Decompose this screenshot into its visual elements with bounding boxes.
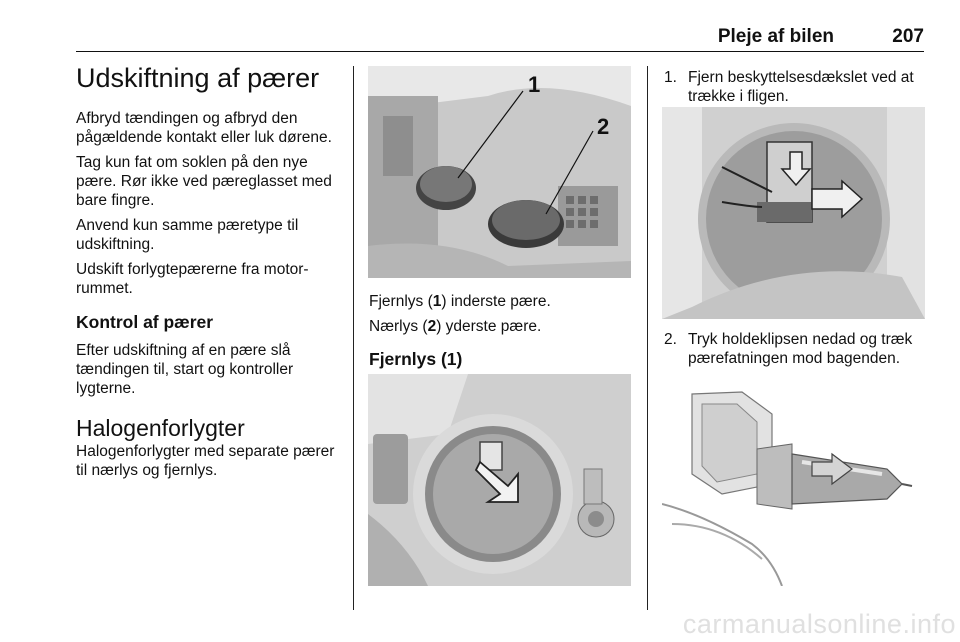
paragraph-same-type: Anvend kun samme pæretype til udskiftning.: [76, 217, 299, 253]
caption-high-beam-num: 1: [432, 293, 442, 310]
headlight-overview-image: [368, 66, 631, 278]
callout-2: 2: [597, 114, 610, 139]
column-1: [76, 62, 346, 480]
caption-low-beam: [369, 317, 639, 336]
column-2-text: [369, 292, 639, 370]
step-2: [664, 330, 928, 370]
caption-low-beam-a: Nærlys (: [369, 318, 428, 335]
watermark: carmanualsonline.info: [682, 609, 956, 639]
heading-halogen: Halogenforlygter: [76, 415, 245, 441]
paragraph-halogen: Halogenforlygter med separate pærer til nærlys og fjernlys.: [76, 443, 335, 479]
paragraph-handling: Tag kun fat om soklen på den nye pære. Rør ikke ved pæreglasset med bare fingre.: [76, 154, 332, 209]
caption-low-beam-num: 2: [427, 318, 437, 335]
caption-high-beam: [369, 292, 639, 311]
caption-high-beam-a: Fjernlys (: [369, 293, 433, 310]
section-title: Pleje af bilen: [717, 26, 834, 47]
remove-bulb-image: [662, 374, 925, 586]
heading-high-beam: Fjernlys (1): [369, 349, 463, 369]
page-header: [76, 26, 924, 50]
high-beam-cover-image: [368, 374, 631, 586]
step-2-text: Tryk holdeklipsen nedad og træk pærefatningen mod bagenden.: [688, 331, 913, 367]
caption-high-beam-c: ) inderste pære.: [441, 293, 551, 310]
main-heading: Udskiftning af pærer: [76, 63, 320, 93]
column-divider-2: [647, 66, 648, 610]
paragraph-engine-bay: Udskift forlygtepærerne fra motor-rummet.: [76, 261, 309, 297]
paragraph-ignition: Afbryd tændingen og afbryd den pågældende kontakt eller luk dørene.: [76, 110, 332, 146]
step-1-number: 1.: [664, 69, 677, 86]
remove-cover-image: [662, 107, 925, 319]
callout-1: 1: [528, 72, 541, 97]
step-1-text: Fjern beskyttelsesdækslet ved at trække i fligen.: [688, 69, 914, 105]
paragraph-check: Efter udskiftning af en pære slå tændingen til, start og kontroller lygterne.: [76, 342, 294, 397]
header-rule: [76, 51, 924, 52]
step-1: [664, 68, 928, 108]
caption-low-beam-c: ) yderste pære.: [436, 318, 542, 335]
step-2-number: 2.: [664, 331, 677, 348]
column-divider-1: [353, 66, 354, 610]
page-number: 207: [892, 26, 924, 47]
heading-check-bulbs: Kontrol af pærer: [76, 312, 214, 332]
